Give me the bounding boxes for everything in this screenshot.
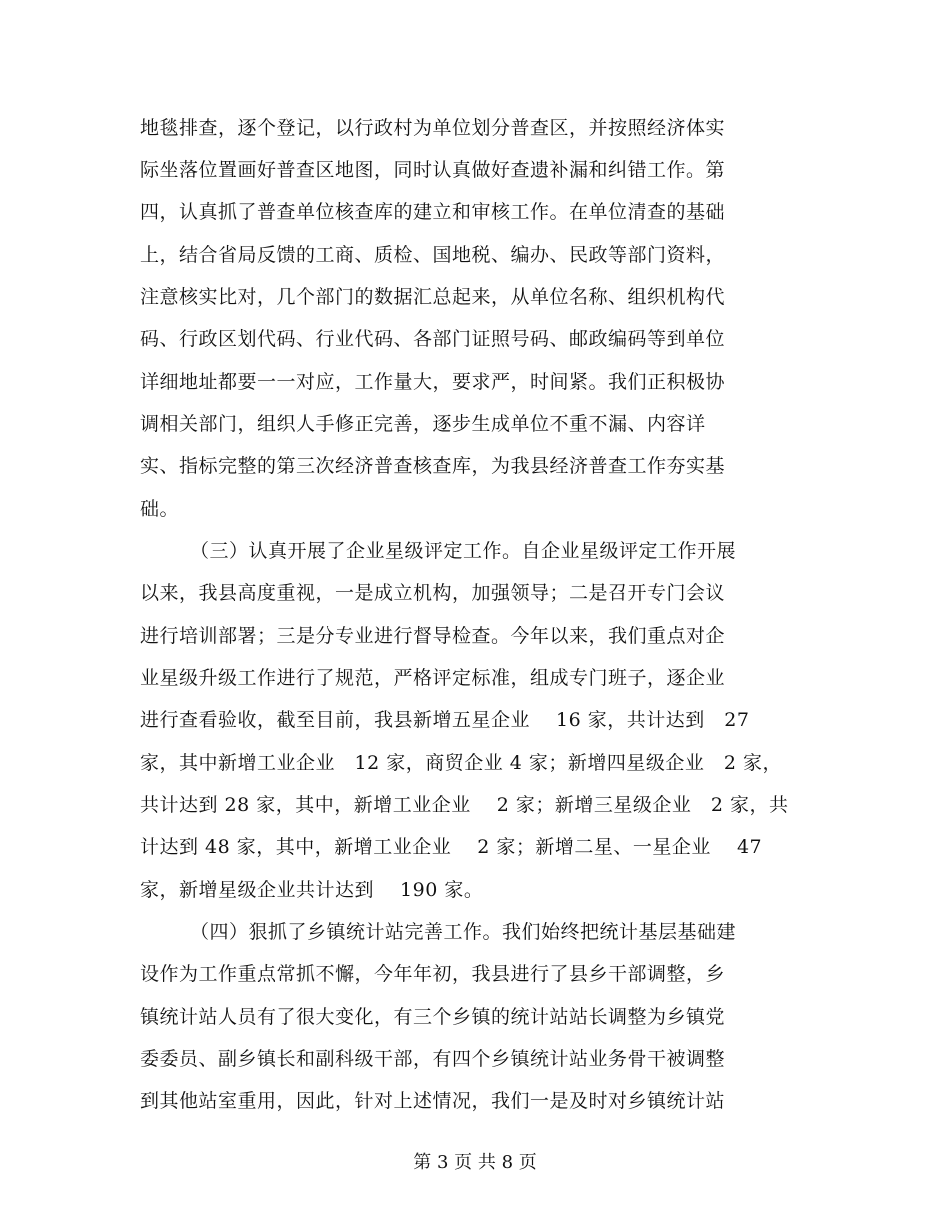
text-line: 详细地址都要一一对应，工作量大，要求严，时间紧。我们正积极协 [140,371,726,393]
text-line: 际坐落位置画好普查区地图，同时认真做好查遗补漏和纠错工作。第 [140,159,726,181]
paragraph-heading: （四）狠抓了乡镇统计站完善工作。我们始终把统计基层基础建 [190,921,737,943]
text-line: 家，新增星级企业共计达到 190 家。 [140,879,484,901]
text-line: 注意核实比对，几个部门的数据汇总起来，从单位名称、组织机构代 [140,286,726,308]
text-line: 以来，我县高度重视，一是成立机构，加强领导；二是召开专门会议 [140,582,726,604]
text-line: 共计达到 28 家，其中，新增工业企业 2 家；新增三星级企业 2 家，共 [140,794,789,816]
text-line: 实、指标完整的第三次经济普查核查库，为我县经济普查工作夯实基 [140,455,726,477]
text-line: 上，结合省局反馈的工商、质检、国地税、编办、民政等部门资料， [140,244,726,266]
text-line: 业星级升级工作进行了规范，严格评定标准，组成专门班子，逐企业 [140,667,726,689]
page-number-footer: 第 3 页 共 8 页 [413,1152,537,1173]
paragraph-heading: （三）认真开展了企业星级评定工作。自企业星级评定工作开展 [190,540,737,562]
text-line: 进行培训部署；三是分专业进行督导检查。今年以来，我们重点对企 [140,625,726,647]
text-line: 设作为工作重点常抓不懈，今年年初，我县进行了县乡干部调整，乡 [140,963,726,985]
text-line: 进行查看验收，截至目前，我县新增五星企业 16 家，共计达到 27 [140,709,750,731]
text-line: 计达到 48 家，其中，新增工业企业 2 家；新增二星、一星企业 47 [140,836,763,858]
text-line: 础。 [140,498,180,520]
text-line: 委委员、副乡镇长和副科级干部，有四个乡镇统计站业务骨干被调整 [140,1048,726,1070]
text-line: 家，其中新增工业企业 12 家，商贸企业 4 家；新增四星级企业 2 家， [140,752,783,774]
text-line: 到其他站室重用，因此，针对上述情况，我们一是及时对乡镇统计站 [140,1090,726,1112]
text-line: 镇统计站人员有了很大变化，有三个乡镇的统计站站长调整为乡镇党 [140,1006,726,1028]
text-line: 调相关部门，组织人手修正完善，逐步生成单位不重不漏、内容详 [140,413,706,435]
text-line: 地毯排查，逐个登记，以行政村为单位划分普查区，并按照经济体实 [140,117,726,139]
text-line: 四，认真抓了普查单位核查库的建立和审核工作。在单位清查的基础 [140,201,726,223]
text-line: 码、行政区划代码、行业代码、各部门证照号码、邮政编码等到单位 [140,328,726,350]
